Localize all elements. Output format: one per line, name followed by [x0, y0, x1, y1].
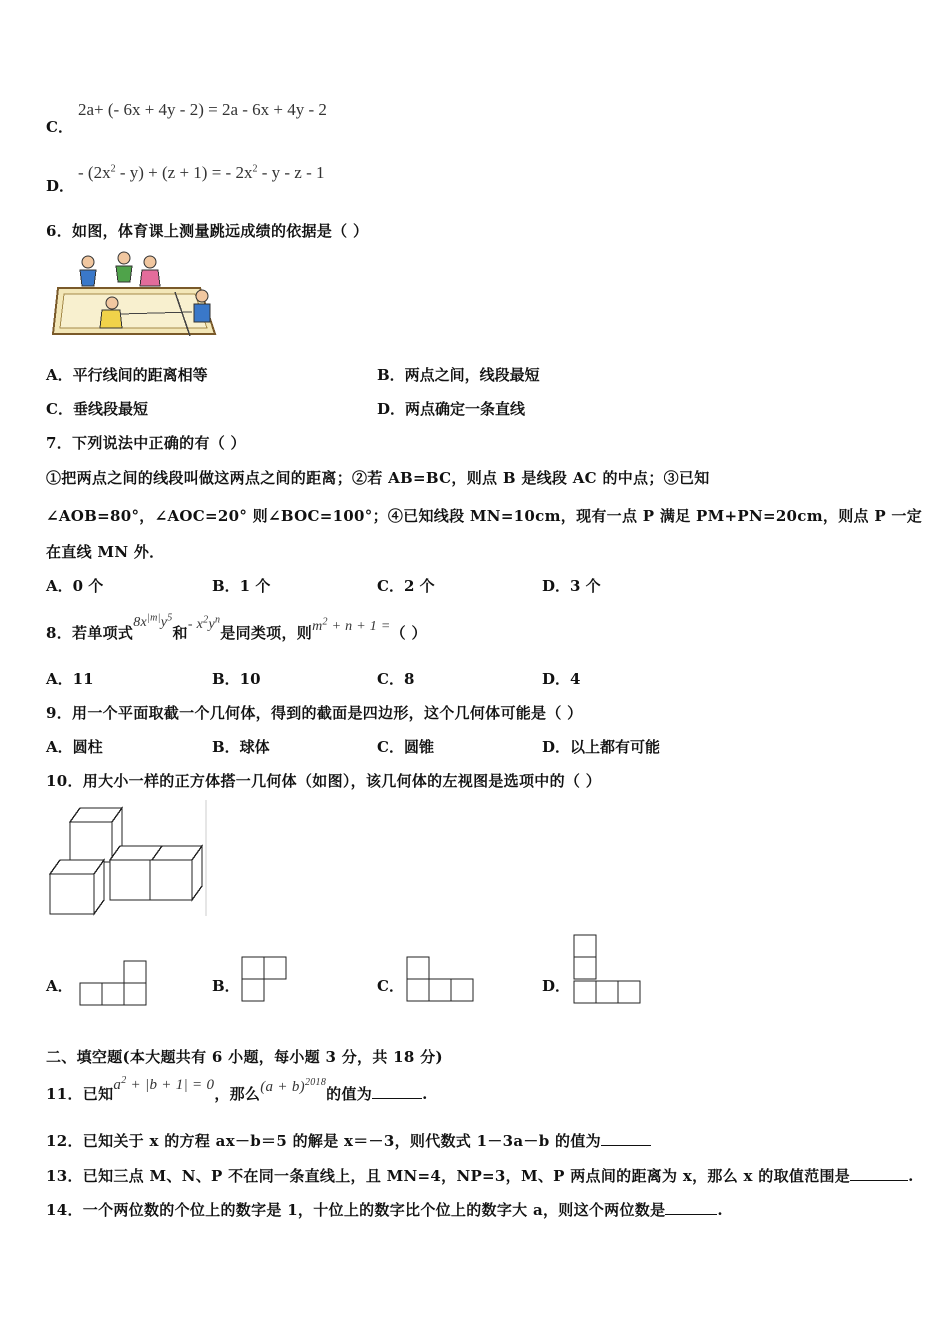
q10-option-c-view	[405, 955, 481, 1007]
question-11-text: 11．已知$a^2 + |b + 1| = 0$，那么$(a + b)^{2018}$的值为 .	[46, 1075, 428, 1103]
q10-option-a-view	[78, 957, 152, 1007]
q9-option-d: D．以上都有可能	[542, 738, 661, 756]
q8-option-d: D．4	[542, 670, 581, 688]
question-12-text: 12．已知关于 x 的方程 ax－b＝5 的解是 x＝－3，则代数式 1－3a－b 的值为	[46, 1130, 651, 1151]
question-9-text: 9．用一个平面取截一个几何体，得到的截面是四边形，这个几何体可能是（ ）	[46, 704, 583, 722]
q6-option-a: A．平行线间的距离相等	[46, 366, 208, 384]
section-2-title: 二、填空题(本大题共有 6 小题，每小题 3 分，共 18 分)	[46, 1048, 443, 1066]
question-7-text: 7．下列说法中正确的有（ ）	[46, 434, 246, 452]
q10-option-d-label: D．	[542, 977, 571, 995]
q8-option-b: B．10	[212, 670, 261, 688]
q9-option-c: C．圆锥	[377, 738, 434, 756]
q7-option-d: D．3 个	[542, 577, 601, 595]
q7-option-b: B．1 个	[212, 577, 271, 595]
q10-option-a-label: A．	[46, 977, 73, 995]
option-d-expression: - $(2x^2 - y) + (z + 1)$ = - $2x^2$ - y - z - 1	[78, 163, 325, 182]
q10-option-b-view	[240, 955, 292, 1007]
cube-stack-figure	[46, 800, 208, 916]
question-10-text: 10．用大小一样的正方体搭一几何体（如图），该几何体的左视图是选项中的（ ）	[46, 772, 601, 790]
q6-option-c: C．垂线段最短	[46, 400, 148, 418]
q10-option-d-view	[572, 933, 648, 1007]
option-d-label: D．	[46, 177, 75, 195]
q10-option-c-label: C．	[377, 977, 404, 995]
q7-option-c: C．2 个	[377, 577, 435, 595]
question-8-text: 8．若单项式$8x^{|m|}y^5$和- $x^2y^n$是同类项，则$m^2 + n + 1$ =（ ）	[46, 612, 427, 642]
q7-option-a: A．0 个	[46, 577, 104, 595]
q8-option-c: C．8	[377, 670, 415, 688]
q9-option-a: A．圆柱	[46, 738, 103, 756]
question-14-text: 14．一个两位数的个位上的数字是 1，十位上的数字比个位上的数字大 a，则这个两位数是 .	[46, 1201, 723, 1219]
option-c-expression: 2a+ (- 6x + 4y - 2) = 2a - 6x + 4y - 2	[78, 100, 327, 119]
q10-option-b-label: B．	[212, 977, 240, 995]
question-7-line-2: ∠AOB=80°，∠AOC=20° 则∠BOC=100°；④已知线段 MN=10cm，现有一点 P 满足 PM+PN=20cm，则点 P 一定	[46, 507, 923, 525]
option-c-label: C．	[46, 118, 73, 136]
question-7-line-1: ①把两点之间的线段叫做这两点之间的距离；②若 AB=BC，则点 B 是线段 AC 的中点；③已知	[46, 469, 710, 487]
question-7-line-3: 在直线 MN 外．	[46, 543, 165, 561]
question-6-text: 6．如图，体育课上测量跳远成绩的依据是（ ）	[46, 222, 369, 240]
q6-option-d: D．两点确定一条直线	[377, 400, 526, 418]
q8-option-a: A．11	[46, 670, 94, 688]
question-13-text: 13．已知三点 M、N、P 不在同一条直线上，且 MN=4，NP=3，M、P 两点间的距离为 x，那么 x 的取值范围是 .	[46, 1167, 914, 1185]
long-jump-illustration	[50, 248, 220, 340]
q6-option-b: B．两点之间，线段最短	[377, 366, 540, 384]
q9-option-b: B．球体	[212, 738, 270, 756]
